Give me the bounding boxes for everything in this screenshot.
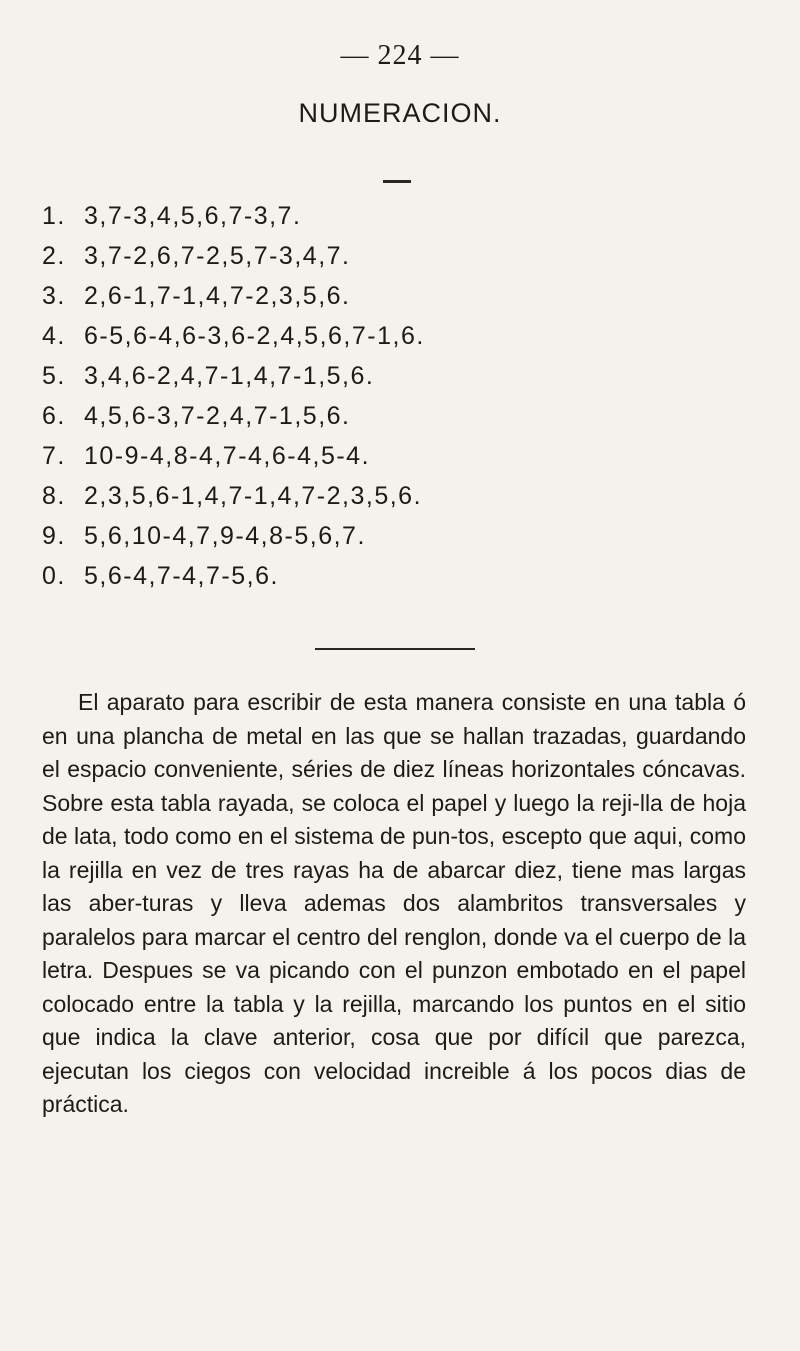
code-number: 1. (42, 202, 66, 230)
code-row-2 (42, 236, 425, 276)
code-number: 4. (42, 322, 66, 350)
code-value: 3,7-2,6,7-2,5,7-3,4,7. (84, 242, 351, 270)
code-value: 2,6-1,7-1,4,7-2,3,5,6. (84, 282, 351, 310)
page-number: — 224 — (340, 40, 460, 71)
code-number: 5. (42, 362, 66, 390)
code-row-7 (42, 436, 425, 476)
code-row-6 (42, 396, 425, 436)
code-row-4 (42, 316, 425, 356)
code-number: 2. (42, 242, 66, 270)
code-value: 5,6-4,7-4,7-5,6. (84, 562, 279, 590)
code-value: 10-9-4,8-4,7-4,6-4,5-4. (84, 442, 371, 470)
code-value: 3,4,6-2,4,7-1,4,7-1,5,6. (84, 362, 375, 390)
numeral-code-list (42, 196, 425, 596)
code-number: 8. (42, 482, 66, 510)
code-number: 9. (42, 522, 66, 550)
body-paragraph: El aparato para escribir de esta manera consiste en una tabla ó en una plancha de metal en las que se hallan trazadas, guardando el espacio conveniente, séries de diez líneas horizontales cóncavas. Sobre esta tabla rayada, se coloca el papel y luego la reji-lla de hoja de lata, todo como en el sistema de pun-tos, escepto que aqui, como la rejilla en vez de tres rayas ha de abarcar diez, tiene mas largas las aber-turas y lleva ademas dos alambritos transversales y paralelos para marcar el centro del renglon, donde va el cuerpo de la letra. Despues se va picando con el punzon embotado en el papel colocado entre la tabla y la rejilla, marcando los puntos en el sitio que indica la clave anterior, cosa que por difícil que parezca, ejecutan los ciegos con velocidad increible á los pocos dias de práctica. (42, 689, 746, 1117)
code-value: 2,3,5,6-1,4,7-1,4,7-2,3,5,6. (84, 482, 423, 510)
code-value: 3,7-3,4,5,6,7-3,7. (84, 202, 302, 230)
code-number: 6. (42, 402, 66, 430)
section-title: NUMERACION. (298, 98, 502, 128)
code-row-9 (42, 516, 425, 556)
code-row-3 (42, 276, 425, 316)
code-number: 7. (42, 442, 66, 470)
code-row-5 (42, 356, 425, 396)
section-divider (315, 648, 475, 650)
code-row-8 (42, 476, 425, 516)
code-number: 3. (42, 282, 66, 310)
code-value: 5,6,10-4,7,9-4,8-5,6,7. (84, 522, 366, 550)
code-value: 6-5,6-4,6-3,6-2,4,5,6,7-1,6. (84, 322, 425, 350)
code-value: 4,5,6-3,7-2,4,7-1,5,6. (84, 402, 351, 430)
code-number: 0. (42, 562, 66, 590)
title-divider (383, 180, 411, 183)
code-row-0 (42, 556, 425, 596)
code-row-1 (42, 196, 425, 236)
